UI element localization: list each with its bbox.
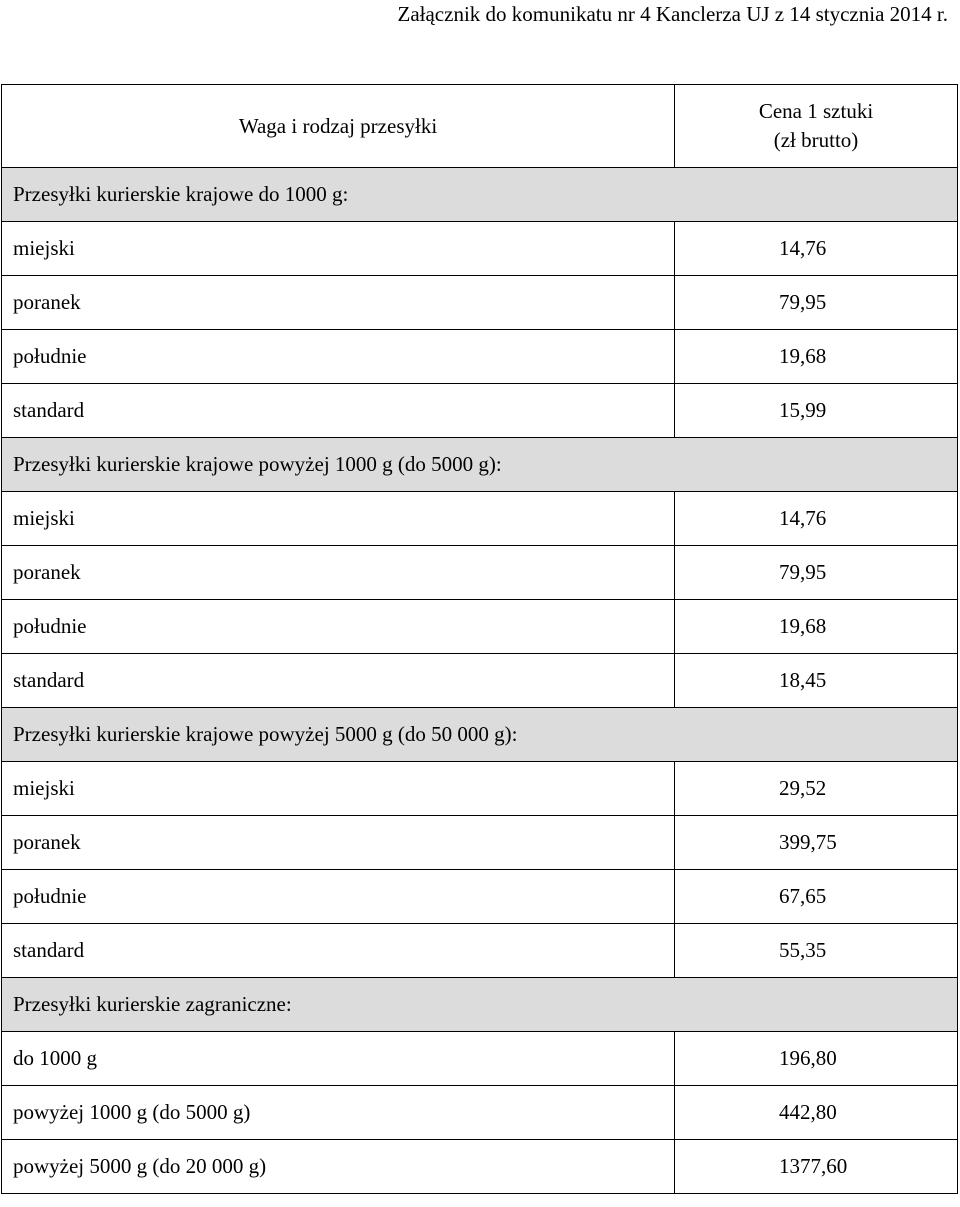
section-title: Przesyłki kurierskie krajowe powyżej 5000 g (do 50 000 g): — [2, 708, 958, 762]
section-title: Przesyłki kurierskie zagraniczne: — [2, 978, 958, 1032]
item-price: 14,76 — [675, 492, 958, 546]
item-label: miejski — [2, 492, 675, 546]
item-label: standard — [2, 654, 675, 708]
section-title: Przesyłki kurierskie krajowe do 1000 g: — [2, 168, 958, 222]
item-label: poranek — [2, 816, 675, 870]
price-table — [1, 84, 958, 1194]
attachment-note: Załącznik do komunikatu nr 4 Kanclerza UJ z 14 stycznia 2014 r. — [397, 2, 948, 26]
item-price: 1377,60 — [675, 1140, 958, 1194]
item-label: standard — [2, 384, 675, 438]
item-price: 19,68 — [675, 330, 958, 384]
section-header-row — [2, 168, 958, 222]
table-row — [2, 384, 958, 438]
table-row — [2, 600, 958, 654]
item-price: 399,75 — [675, 816, 958, 870]
table-row — [2, 330, 958, 384]
item-price: 67,65 — [675, 870, 958, 924]
table-row — [2, 1086, 958, 1140]
item-price: 55,35 — [675, 924, 958, 978]
table-row — [2, 1032, 958, 1086]
item-label: poranek — [2, 276, 675, 330]
column-header-description: Waga i rodzaj przesyłki — [2, 85, 675, 168]
table-row — [2, 924, 958, 978]
section-title: Przesyłki kurierskie krajowe powyżej 1000 g (do 5000 g): — [2, 438, 958, 492]
section-header-row — [2, 438, 958, 492]
price-table-body — [2, 85, 958, 1194]
table-row — [2, 276, 958, 330]
item-label: miejski — [2, 762, 675, 816]
item-price: 79,95 — [675, 546, 958, 600]
column-header-price-line1: Cena 1 sztuki — [758, 99, 874, 123]
item-price: 15,99 — [675, 384, 958, 438]
item-label: standard — [2, 924, 675, 978]
table-row — [2, 654, 958, 708]
table-row — [2, 222, 958, 276]
table-row — [2, 546, 958, 600]
table-row — [2, 870, 958, 924]
table-row — [2, 492, 958, 546]
item-label: powyżej 1000 g (do 5000 g) — [2, 1086, 675, 1140]
item-label: powyżej 5000 g (do 20 000 g) — [2, 1140, 675, 1194]
table-row — [2, 762, 958, 816]
item-label: południe — [2, 600, 675, 654]
item-label: południe — [2, 330, 675, 384]
section-header-row — [2, 978, 958, 1032]
section-header-row — [2, 708, 958, 762]
item-price: 18,45 — [675, 654, 958, 708]
item-label: południe — [2, 870, 675, 924]
column-header-price-line2: (zł brutto) — [773, 128, 859, 152]
item-label: do 1000 g — [2, 1032, 675, 1086]
item-price: 442,80 — [675, 1086, 958, 1140]
item-price: 79,95 — [675, 276, 958, 330]
table-row — [2, 1140, 958, 1194]
item-label: miejski — [2, 222, 675, 276]
table-row — [2, 816, 958, 870]
item-price: 19,68 — [675, 600, 958, 654]
table-header-row — [2, 85, 958, 168]
item-price: 29,52 — [675, 762, 958, 816]
item-label: poranek — [2, 546, 675, 600]
item-price: 196,80 — [675, 1032, 958, 1086]
column-header-price — [675, 85, 958, 168]
item-price: 14,76 — [675, 222, 958, 276]
